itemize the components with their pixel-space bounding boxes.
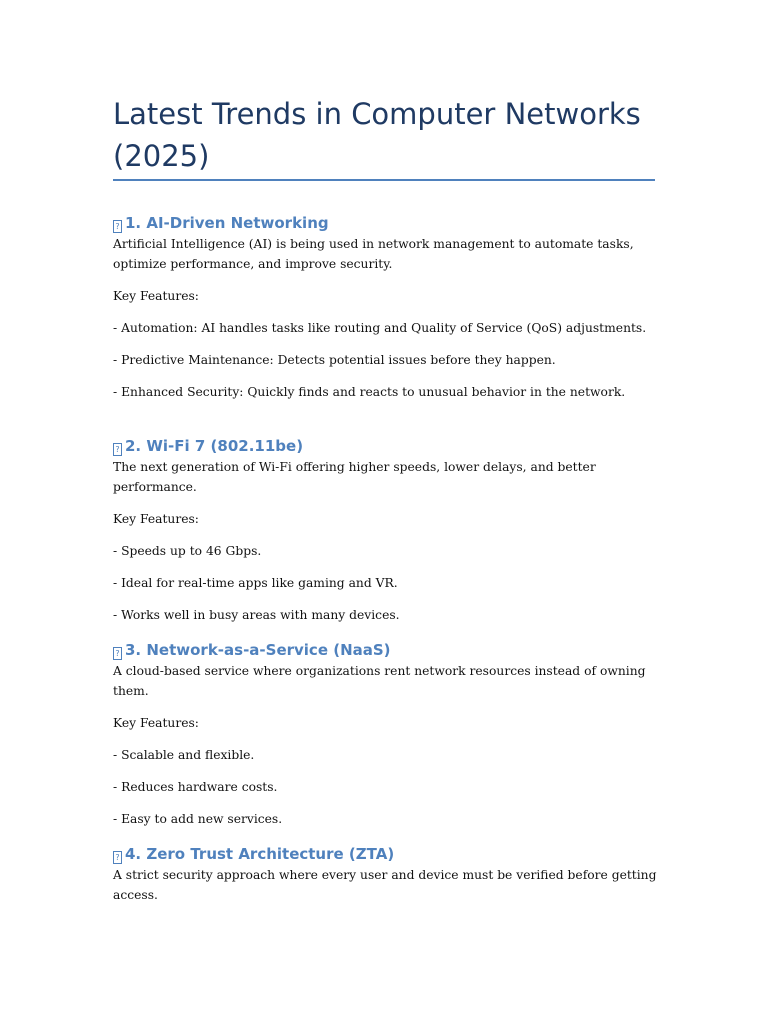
feature-item: - Enhanced Security: Quickly finds and reacts to unusual behavior in the network.	[113, 385, 626, 399]
key-features-label: Key Features:	[113, 512, 199, 526]
feature-item: - Automation: AI handles tasks like routing and Quality of Service (QoS) adjustments.	[113, 321, 647, 335]
feature-item: - Ideal for real-time apps like gaming and VR.	[113, 576, 398, 590]
missing-glyph-icon: ?	[113, 647, 122, 660]
section-heading	[113, 639, 658, 661]
title-divider	[113, 179, 655, 181]
section-ai-driven-networking	[113, 212, 658, 402]
document-title: Latest Trends in Computer Networks (2025)	[113, 97, 641, 173]
section-network-as-a-service	[113, 639, 658, 829]
feature-item: - Reduces hardware costs.	[113, 780, 278, 794]
section-heading-text: 3. Network-as-a-Service (NaaS)	[125, 641, 391, 659]
key-features-label: Key Features:	[113, 716, 199, 730]
feature-item: - Scalable and flexible.	[113, 748, 255, 762]
missing-glyph-icon: ?	[113, 220, 122, 233]
section-heading	[113, 435, 658, 457]
section-heading-text: 2. Wi-Fi 7 (802.11be)	[125, 437, 304, 455]
feature-item: - Easy to add new services.	[113, 812, 283, 826]
feature-item: - Predictive Maintenance: Detects potential issues before they happen.	[113, 353, 556, 367]
section-description: The next generation of Wi-Fi offering higher speeds, lower delays, and better performance.	[113, 460, 596, 494]
section-heading	[113, 212, 658, 234]
key-features-label: Key Features:	[113, 289, 199, 303]
section-description: A strict security approach where every user and device must be verified before getting access.	[113, 868, 657, 902]
section-heading	[113, 843, 658, 865]
feature-item: - Speeds up to 46 Gbps.	[113, 544, 262, 558]
missing-glyph-icon: ?	[113, 851, 122, 864]
feature-item: - Works well in busy areas with many devices.	[113, 608, 400, 622]
section-description: A cloud-based service where organizations rent network resources instead of owning them.	[113, 664, 646, 698]
missing-glyph-icon: ?	[113, 443, 122, 456]
section-heading-text: 1. AI-Driven Networking	[125, 214, 329, 232]
section-description: Artificial Intelligence (AI) is being used in network management to automate tasks, optimize performance, and improve security.	[113, 237, 634, 271]
section-heading-text: 4. Zero Trust Architecture (ZTA)	[125, 845, 395, 863]
section-wifi-7	[113, 435, 658, 625]
section-zero-trust-architecture	[113, 843, 658, 905]
